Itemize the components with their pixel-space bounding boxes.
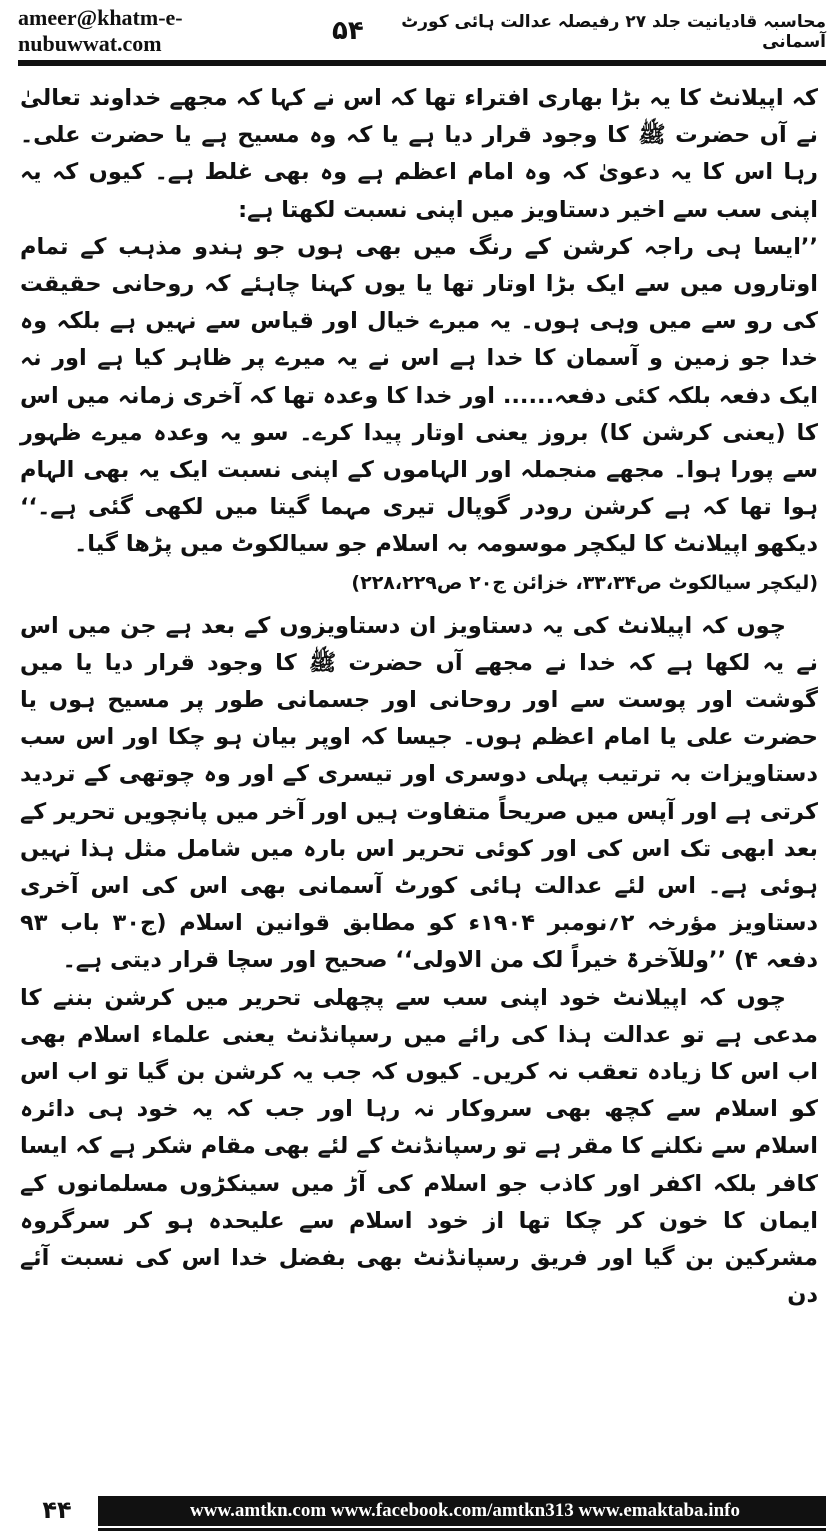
paragraph-2: چوں کہ اپیلانٹ کی یہ دستاویز ان دستاویزوں کے بعد ہے جن میں اس نے یہ لکھا ہے کہ خدا نے مجھے آں حضرت ﷺ کا وجود قرار دیا یا میں گوشت اور پوست سے اور روحانی اور جسمانی طور پر مسیح ہوں یا حضرت علی یا امام اعظم ہوں۔ جیسا کہ اوپر بیان ہو چکا اور اس سب دستاویزات بہ ترتیب پہلی دوسری اور تیسری کے اور وہ چوتھی کے تردید کرتی ہے اور آپس میں صریحاً متفاوت ہیں اور آخر میں پانچویں تحریر کے بعد ابھی تک اس کی اور کوئی تحریر اس بارہ میں شامل مثل ہذا نہیں ہوئی ہے۔ اس لئے عدالت ہائی کورٹ آسمانی بھی اس کی اس آخری دستاویز مؤرخہ ۲؍نومبر ۱۹۰۴ء کو مطابق قوانین اسلام (ج۳۰ باب ۹۳ دفعہ ۴) ’’وللآخرۃ خیراً لک من الاولی‘‘ صحیح اور سچا قرار دیتی ہے۔ [20, 612, 819, 974]
header-email: ameer@khatm-e-nubuwwat.com [18, 5, 183, 56]
paragraph-1: کہ اپیلانٹ کا یہ بڑا بھاری افتراء تھا کہ اس نے کہا کہ مجھے خداوند تعالیٰ نے آں حضرت ﷺ کا وجود قرار دیا ہے یا کہ وہ مسیح ہے یا حضرت علی۔ رہا اس کا یہ دعویٰ کہ وہ امام اعظم ہے وہ بھی غلط ہے۔ کیوں کہ یہ اپنی سب سے اخیر دستاویز میں اپنی نسبت لکھتا ہے: [20, 85, 818, 223]
citation-reference: (لیکچر سیالکوٹ ص۳۳،۳۴، خزائن ج۲۰ ص۲۲۸،۲۲۹) [351, 571, 818, 594]
footer-page-label: ۴۴ [18, 1488, 96, 1532]
header-rule [18, 60, 826, 66]
footer-links: www.amtkn.com www.facebook.com/amtkn313 www.emaktaba.info [190, 1500, 740, 1521]
page-header [18, 6, 826, 56]
footer-underline [98, 1528, 826, 1531]
paragraph-3: چوں کہ اپیلانٹ خود اپنی سب سے پچھلی تحریر میں کرشن بننے کا مدعی ہے تو عدالت ہذا کی رائے میں رسپانڈنٹ یعنی علماء اسلام بھی اب اس کا زیادہ تعقب نہ کریں۔ کیوں کہ جب یہ کرشن بن گیا تو اب اس کو اسلام سے کچھ بھی سروکار نہ رہا اور جب کہ یہ خود ہی دائرہ اسلام سے نکلنے کا مقر ہے تو رسپانڈنٹ کے لئے بھی مقام شکر ہے کہ ایسا کافر بلکہ اکفر اور کاذب جو اسلام کی آڑ میں سینکڑوں مسلمانوں کے ایمان کا خون کر چکا تھا از خود اسلام سے علیحدہ ہو کر سرگروہ مشرکین بن گیا اور فریق رسپانڈنٹ بھی بفضل خدا اس کی نسبت آئے دن [20, 984, 818, 1309]
quoted-passage: ’’ایسا ہی راجہ کرشن کے رنگ میں بھی ہوں جو ہندو مذہب کے تمام اوتاروں میں سے ایک بڑا اوتار تھا یا یوں کہنا چاہئے کہ روحانی حقیقت کی رو سے میں وہی ہوں۔ یہ میرے خیال اور قیاس سے نہیں ہے بلکہ وہ خدا جو زمین و آسمان کا خدا ہے اس نے یہ میرے پر ظاہر کیا ہے اور نہ ایک دفعہ بلکہ کئی دفعہ...... اور خدا کا وعدہ تھا کہ آخری زمانہ میں اس کا (یعنی کرشن کا) بروز یعنی اوتار پیدا کرے۔ سو یہ وعدہ میرے ظہور سے پورا ہوا۔ مجھے منجملہ اور الہاموں کے اپنی نسبت ایک یہ بھی الہام ہوا تھا کہ ہے کرشن رودر گوپال تیری مہما گیتا میں لکھی گئی ہے۔‘‘ دیکھو اپیلانٹ کا لیکچر موسومہ بہ اسلام جو سیالکوٹ میں پڑھا گیا۔ [20, 233, 818, 558]
header-book-title: محاسبہ قادیانیت جلد ۲۷ رفیصلہ عدالت ہائی کورٹ آسمانی [401, 11, 826, 52]
page-body [20, 80, 818, 1315]
page-footer [18, 1488, 826, 1532]
header-page-number: ۵۴ [332, 16, 364, 46]
header-left-group [18, 5, 364, 57]
